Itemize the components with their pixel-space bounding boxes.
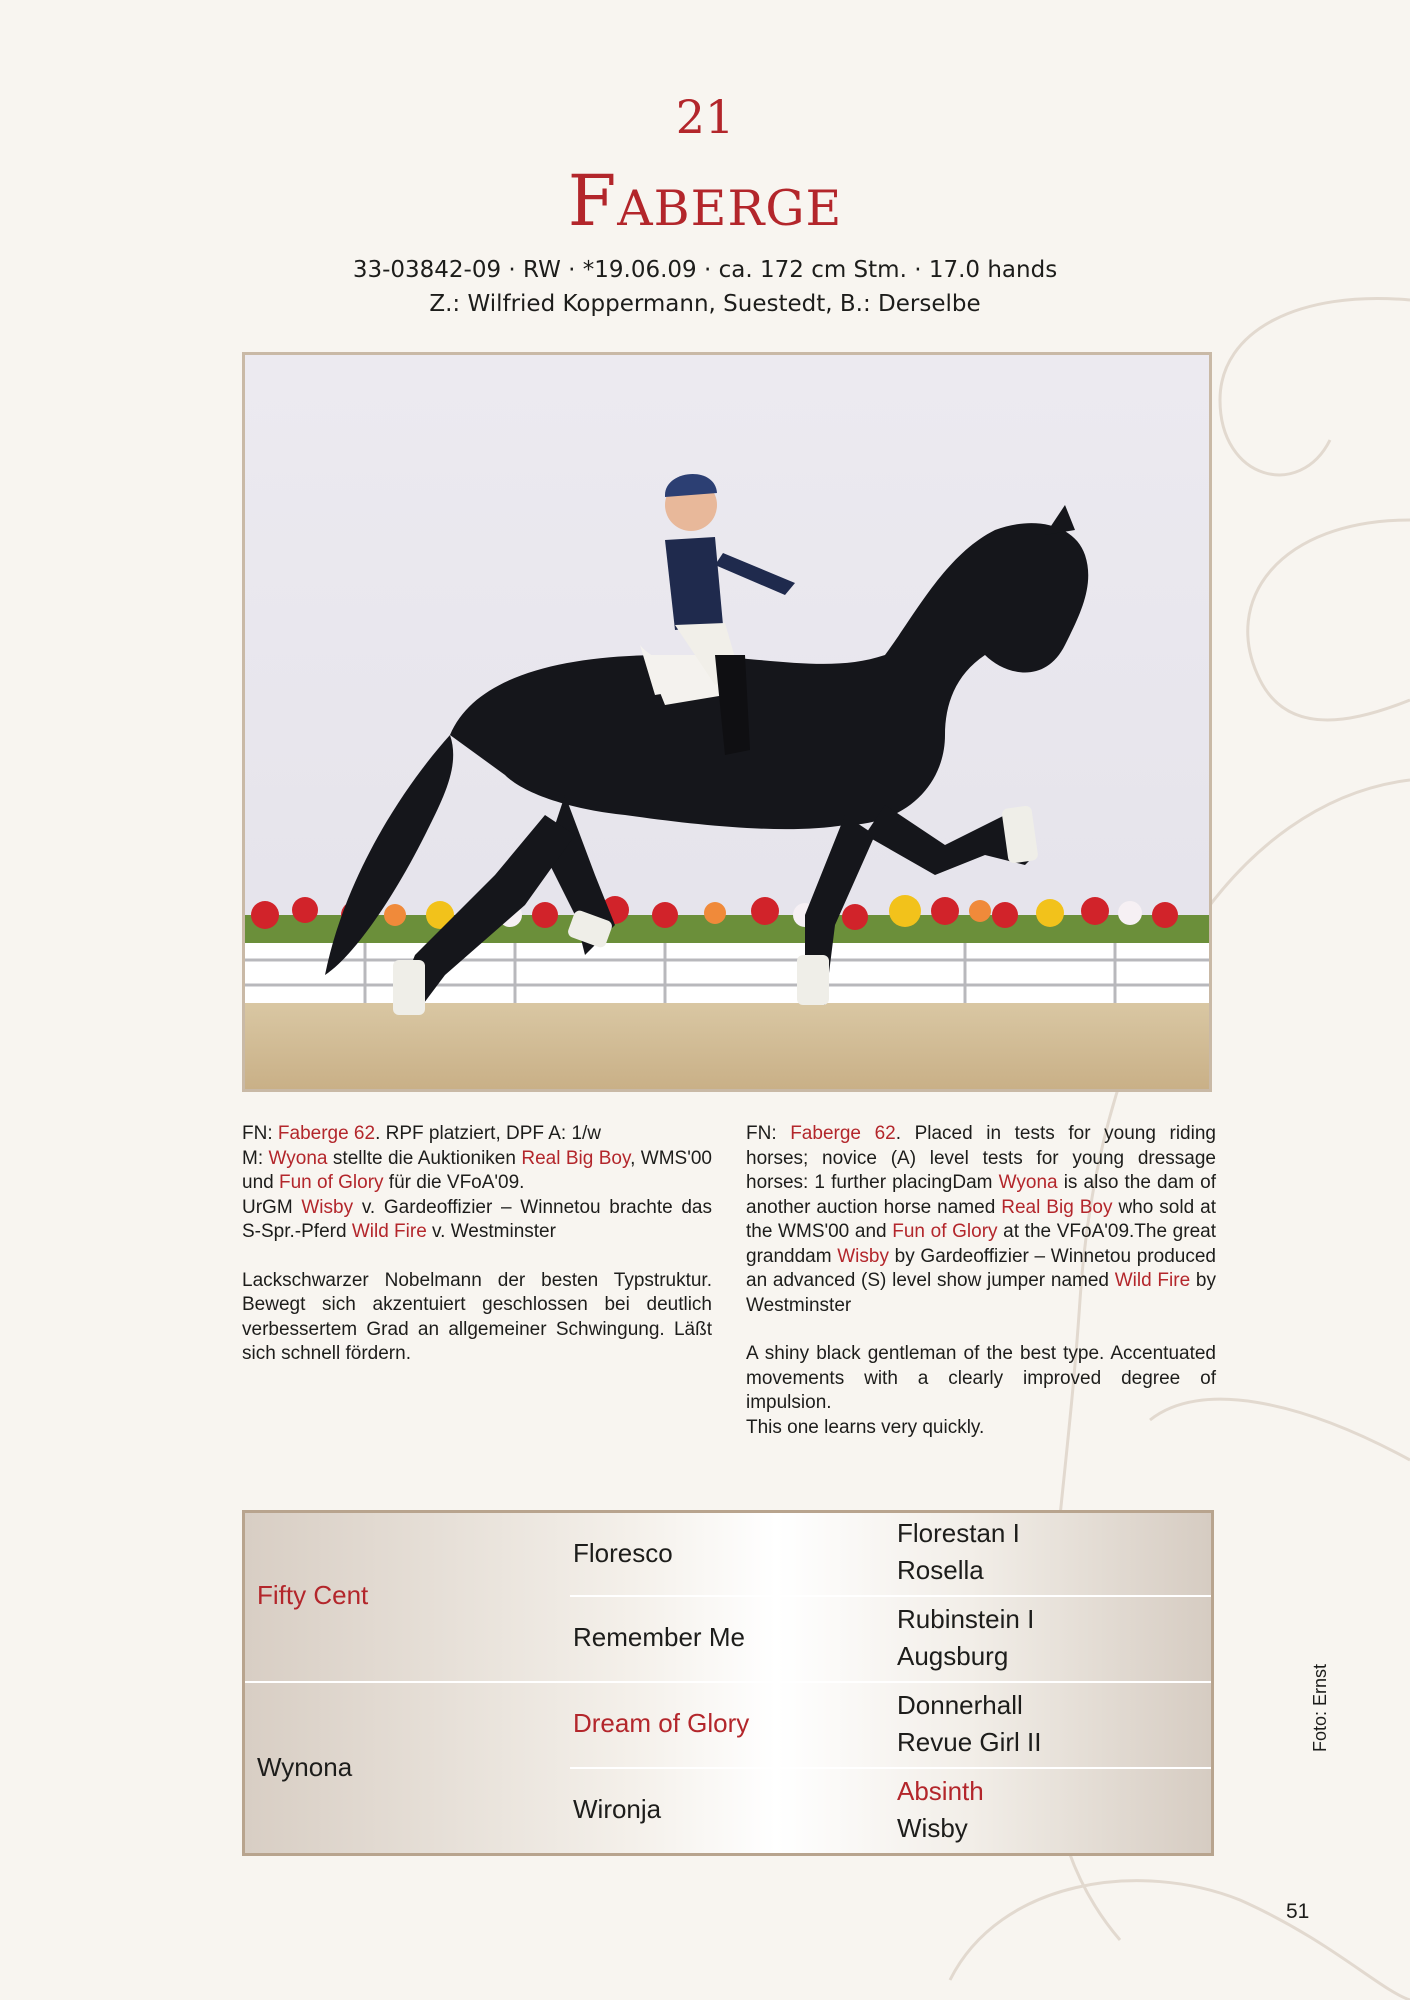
wyona-link: Wyona	[998, 1172, 1058, 1193]
faberge-62-link: Faberge 62	[790, 1123, 896, 1144]
wild-fire-link: Wild Fire	[351, 1221, 427, 1242]
dam-label: M:	[242, 1147, 269, 1169]
pedigree-sss: Florestan I	[897, 1518, 1020, 1548]
pedigree-dam-sire: Dream of Glory	[573, 1708, 750, 1738]
pedigree-sdd: Augsburg	[897, 1641, 1009, 1671]
pedigree-sire-dam: Remember Me	[573, 1622, 745, 1652]
english-text: by Gardeoffizier – Winnetou produced an advanced (S) level show jumper named	[746, 1245, 1216, 1291]
faberge-62-link: Faberge 62	[277, 1123, 376, 1144]
fn-label: FN:	[242, 1123, 278, 1144]
real-big-boy-link: Real Big Boy	[1001, 1196, 1113, 1218]
horse-registration-info: 33-03842-09 · RW · *19.06.09 · ca. 172 cm Stm. · 17.0 hands	[352, 257, 1058, 283]
english-text: who sold at the WMS'00 and	[746, 1196, 1216, 1242]
german-characterization: Lackschwarzer Nobelmann der besten Typstruktur. Bewegt sich akzentuiert geschlossen bei deutlich verbessertem Grad an allgemeiner Schwingung. Läßt sich schnell fördern.	[242, 1269, 712, 1364]
description-english	[746, 1122, 1216, 1440]
dam-text: für die VFoA'09.	[383, 1172, 525, 1193]
page-number: 51	[1286, 1900, 1310, 1923]
pedigree-divider	[245, 1681, 1211, 1683]
english-characterization-line: A shiny black gentleman of the best type. Accentuated movements with a clearly improved degree of impulsion.	[746, 1343, 1216, 1413]
fn-label: FN:	[746, 1123, 791, 1144]
pedigree-dsd: Revue Girl II	[897, 1727, 1042, 1757]
great-granddam-text: v. Gardeoffizier – Winnetou brachte das S-Spr.-Pferd	[242, 1196, 713, 1242]
horse-photo	[242, 352, 1212, 1092]
pedigree-divider	[570, 1595, 1211, 1597]
english-text: . Placed in tests for young riding horses; novice (A) level tests for young dressage horses: 1 further placingDam	[746, 1123, 1216, 1193]
fun-of-glory-link: Fun of Glory	[278, 1172, 384, 1193]
english-pedigree-paragraph	[746, 1122, 1216, 1318]
pedigree-ssd: Rosella	[897, 1555, 984, 1585]
breeder-owner-info: Z.: Wilfried Koppermann, Suestedt, B.: Derselbe	[429, 291, 981, 317]
pedigree-sire: Fifty Cent	[257, 1580, 369, 1610]
pedigree-dam-dam: Wironja	[573, 1794, 662, 1824]
great-granddam-label: UrGM	[242, 1196, 302, 1218]
description-german	[242, 1122, 712, 1367]
pedigree-table	[242, 1510, 1214, 1856]
pedigree-sds: Rubinstein I	[897, 1604, 1035, 1634]
english-characterization-line: This one learns very quickly.	[746, 1416, 985, 1438]
english-text: is also the dam of another auction horse named	[746, 1172, 1216, 1218]
dam-text: , WMS'00 und	[242, 1147, 712, 1193]
english-text: by Westminster	[746, 1270, 1216, 1316]
wyona-link: Wyona	[268, 1147, 328, 1169]
horse-name-title: Faberge	[567, 160, 843, 242]
english-text: at the VFoA'09.The great granddam	[746, 1221, 1216, 1267]
wild-fire-link: Wild Fire	[1114, 1270, 1191, 1291]
lot-number: 21	[675, 90, 735, 144]
dam-text: stellte die Auktioniken	[327, 1147, 522, 1169]
fun-of-glory-link: Fun of Glory	[892, 1221, 998, 1242]
pedigree-dss: Donnerhall	[897, 1690, 1023, 1720]
pedigree-dds: Absinth	[897, 1776, 984, 1806]
english-characterization	[746, 1342, 1216, 1440]
wisby-link: Wisby	[301, 1196, 354, 1218]
great-granddam-text: v. Westminster	[426, 1221, 556, 1242]
pedigree-sire-sire: Floresco	[573, 1538, 673, 1568]
pedigree-divider	[570, 1767, 1211, 1769]
real-big-boy-link: Real Big Boy	[521, 1147, 631, 1169]
pedigree-ddd: Wisby	[897, 1813, 968, 1843]
fn-results: . RPF platziert, DPF A: 1/w	[375, 1123, 602, 1144]
german-pedigree-paragraph	[242, 1122, 712, 1245]
photo-credit: Foto: Ernst	[1310, 1663, 1330, 1752]
wisby-link: Wisby	[837, 1245, 889, 1267]
pedigree-dam: Wynona	[257, 1752, 353, 1782]
